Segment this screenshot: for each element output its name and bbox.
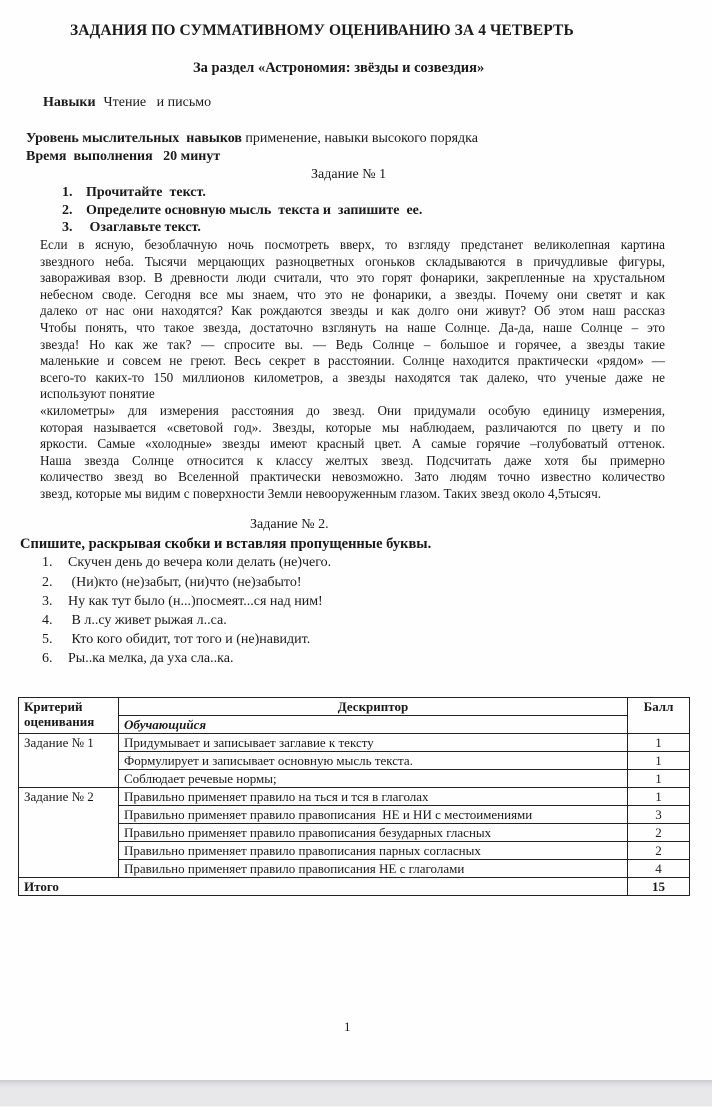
passage-line: небесном своде. Сегодня все мы знаем, что это не фонарики, а звезды. Почему они светят и как bbox=[40, 286, 665, 302]
exercise-text: Ну как тут было (н...)посмеят...ся над ним! bbox=[68, 594, 323, 609]
score-cell: 1 bbox=[628, 734, 690, 752]
passage-line: далеко от нас они находятся? Как рождаются звезды и как долго они живут? Об этом наш рассказ bbox=[40, 303, 665, 319]
passage-line: звездного неба. Тысячи мерцающих разноцветных огоньков складываются в причудливые фигуры, bbox=[40, 253, 665, 269]
passage-line: Чтобы понять, что такое звезда, достаточно взглянуть на наше Солнце. Да-да, наше Солнце – это bbox=[40, 319, 665, 335]
exercise-number: 2. bbox=[42, 575, 53, 590]
exercise-item bbox=[42, 613, 227, 629]
task1-instruction bbox=[62, 185, 206, 201]
passage-line: звезда! Но как же так? — спросите вы. — Ведь Солнце – большое и горячее, а звезды такие bbox=[40, 336, 665, 352]
task1-instruction bbox=[62, 203, 422, 219]
score-cell: 1 bbox=[628, 752, 690, 770]
task1-instruction bbox=[62, 220, 201, 236]
total-score: 15 bbox=[628, 878, 690, 896]
passage-line: количество звезд во Вселенной практически невозможно. Зато людям точно известно количество bbox=[40, 469, 665, 485]
exercise-text: (Ни)кто (не)забыт, (ни)что (не)забыто! bbox=[68, 575, 302, 590]
exercise-number: 1. bbox=[42, 555, 53, 570]
passage-line: «километры» для измерения расстояния до звезд. Они придумали особую единицу измерения, bbox=[40, 402, 665, 418]
criterion-cell: Задание № 2 bbox=[19, 788, 119, 878]
table-header-row bbox=[19, 698, 690, 716]
exercise-item bbox=[42, 632, 310, 648]
score-cell: 4 bbox=[628, 860, 690, 878]
table-row bbox=[19, 734, 690, 752]
reading-passage bbox=[40, 237, 665, 503]
task2-heading: Задание № 2. bbox=[250, 517, 329, 532]
instruction-number: 3. bbox=[62, 220, 73, 235]
exercise-number: 3. bbox=[42, 594, 53, 609]
header-criterion: Критерий оценивания bbox=[19, 698, 119, 734]
table-row bbox=[19, 770, 690, 788]
page-number: 1 bbox=[344, 1019, 351, 1034]
document-subtitle: За раздел «Астрономия: звёзды и созвездия» bbox=[193, 60, 485, 76]
thinking-level-line bbox=[26, 131, 478, 147]
header-learner: Обучающийся bbox=[119, 716, 628, 734]
skills-line bbox=[43, 95, 211, 111]
score-cell: 2 bbox=[628, 824, 690, 842]
table-row bbox=[19, 752, 690, 770]
exercise-item bbox=[42, 555, 331, 571]
score-cell: 1 bbox=[628, 770, 690, 788]
descriptor-cell: Правильно применяет правило правописания НЕ с глаголами bbox=[119, 860, 628, 878]
page-bottom-edge bbox=[0, 1080, 712, 1114]
descriptor-cell: Правильно применяет правило правописания НЕ и НИ с местоимениями bbox=[119, 806, 628, 824]
passage-line: яркости. Самые «холодные» звезды имеют красный цвет. А самые горячие –голубоватый оттенок. bbox=[40, 436, 665, 452]
passage-line: маленькие и совсем не греют. Весь секрет в расстоянии. Солнце находится практически «рядом» — bbox=[40, 353, 665, 369]
instruction-text: Прочитайте текст. bbox=[86, 185, 206, 200]
passage-line: всего-то каких-то 150 миллионов километров, а звезды находятся так далеко, что ученые даже не bbox=[40, 369, 665, 385]
instruction-text: Определите основную мысль текста и запишите ее. bbox=[86, 203, 423, 218]
skills-value: Чтение и письмо bbox=[103, 95, 212, 110]
header-score: Балл bbox=[628, 698, 690, 734]
table-row bbox=[19, 824, 690, 842]
document-title: ЗАДАНИЯ ПО СУММАТИВНОМУ ОЦЕНИВАНИЮ ЗА 4 ЧЕТВЕРТЬ bbox=[70, 22, 574, 39]
table-row bbox=[19, 806, 690, 824]
assessment-rubric-table bbox=[18, 697, 690, 896]
exercise-number: 5. bbox=[42, 632, 53, 647]
passage-line: звезд, которые мы видим с поверхности Земли невооруженным глазом. Таких звезд около 4,5тысяч. bbox=[40, 485, 601, 501]
criterion-cell: Задание № 1 bbox=[19, 734, 119, 788]
task1-heading: Задание № 1 bbox=[311, 167, 387, 182]
thinking-level-value: применение, навыки высокого порядка bbox=[241, 131, 478, 146]
thinking-level-label: Уровень мыслительных навыков bbox=[26, 131, 242, 146]
exercise-text: Кто кого обидит, тот того и (не)навидит. bbox=[68, 632, 311, 647]
passage-line: которая называется «световой год». Звезды, которые мы наблюдаем, различаются по цвету и по bbox=[40, 419, 665, 435]
exercise-item bbox=[42, 594, 323, 610]
table-subheader-row bbox=[19, 716, 690, 734]
exercise-number: 4. bbox=[42, 613, 53, 628]
descriptor-cell: Правильно применяет правило правописания парных согласных bbox=[119, 842, 628, 860]
header-descriptor: Дескриптор bbox=[119, 698, 628, 716]
score-cell: 2 bbox=[628, 842, 690, 860]
table-total-row bbox=[19, 878, 690, 896]
skills-label: Навыки bbox=[43, 95, 96, 110]
score-cell: 3 bbox=[628, 806, 690, 824]
score-cell: 1 bbox=[628, 788, 690, 806]
exercise-text: В л..су живет рыжая л..са. bbox=[68, 613, 227, 628]
table-row bbox=[19, 860, 690, 878]
passage-line: Наша звезда Солнце относится к классу желтых звезд. Подсчитать даже хотя бы примерно bbox=[40, 452, 665, 468]
total-label: Итого bbox=[19, 878, 628, 896]
descriptor-cell: Правильно применяет правило на ться и тся в глаголах bbox=[119, 788, 628, 806]
descriptor-cell: Правильно применяет правило правописания безударных гласных bbox=[119, 824, 628, 842]
exercise-item bbox=[42, 651, 233, 667]
instruction-number: 2. bbox=[62, 203, 73, 218]
instruction-number: 1. bbox=[62, 185, 73, 200]
descriptor-cell: Придумывает и записывает заглавие к тексту bbox=[119, 734, 628, 752]
time-limit: Время выполнения 20 минут bbox=[26, 149, 221, 164]
passage-line: завораживая взор. В древности люди считали, что это горят фонарики, закрепленные на хрустальном bbox=[40, 270, 665, 286]
exercise-text: Скучен день до вечера коли делать (не)чего. bbox=[68, 555, 332, 570]
instruction-text: Озаглавьте текст. bbox=[86, 220, 201, 235]
passage-line: Если в ясную, безоблачную ночь посмотреть вверх, то взгляду предстанет великолепная картина bbox=[40, 237, 665, 252]
table-row bbox=[19, 842, 690, 860]
descriptor-cell: Формулирует и записывает основную мысль текста. bbox=[119, 752, 628, 770]
exercise-text: Ры..ка мелка, да уха сла..ка. bbox=[68, 651, 234, 666]
exercise-number: 6. bbox=[42, 651, 53, 666]
passage-line: используют понятие bbox=[40, 386, 155, 402]
task2-instruction: Спишите, раскрывая скобки и вставляя пропущенные буквы. bbox=[20, 536, 432, 552]
exercise-item bbox=[42, 575, 302, 591]
descriptor-cell: Соблюдает речевые нормы; bbox=[119, 770, 628, 788]
table-row bbox=[19, 788, 690, 806]
